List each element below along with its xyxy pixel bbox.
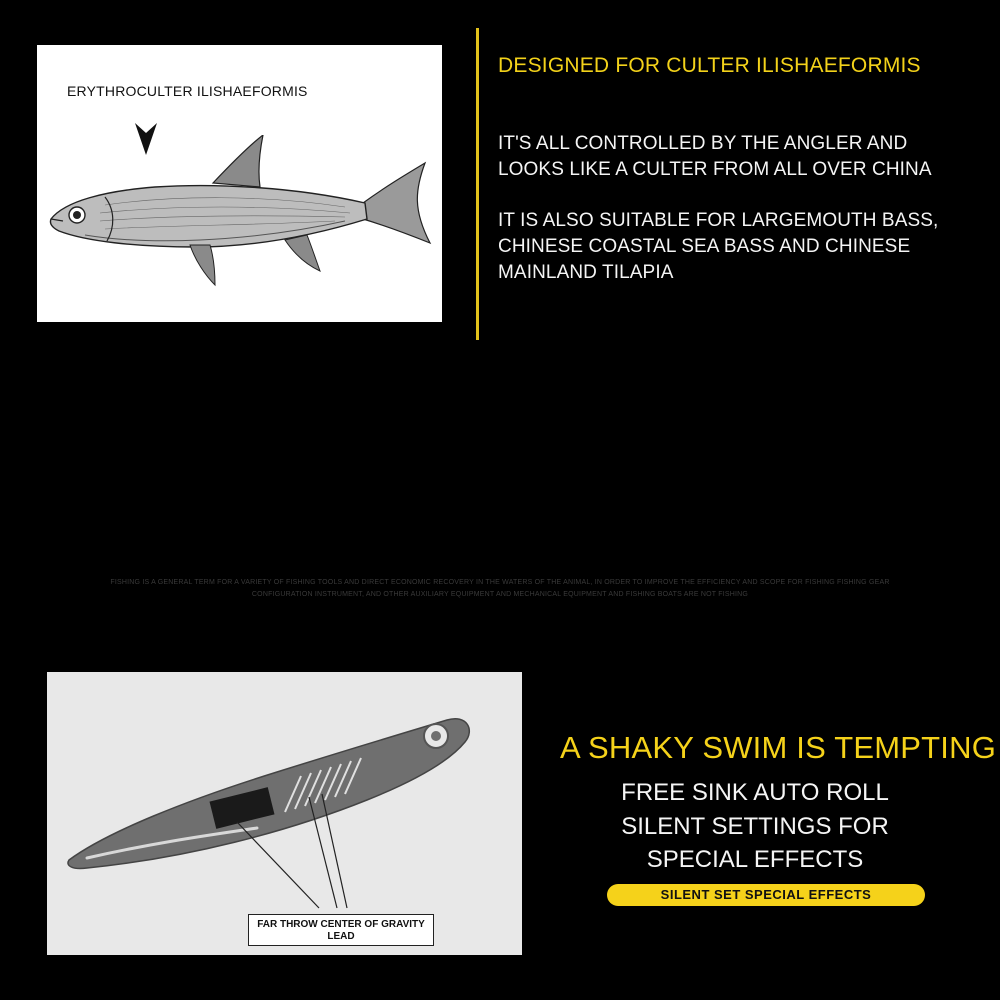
feature-line-2: SILENT SETTINGS FOR [621, 813, 889, 840]
description-paragraph-2: IT IS ALSO SUITABLE FOR LARGEMOUTH BASS, CHINESE COASTAL SEA BASS AND CHINESE MAINLAND TILAPIA [498, 210, 939, 283]
feature-badge: SILENT SET SPECIAL EFFECTS [607, 884, 925, 906]
weight-callout: FAR THROW CENTER OF GRAVITY LEAD [248, 914, 434, 946]
fine-print-text: FISHING IS A GENERAL TERM FOR A VARIETY OF FISHING TOOLS AND DIRECT ECONOMIC RECOVERY IN THE WATERS OF THE ANIMAL, IN ORDER TO IMPROVE THE EFFICIENCY AND SCOPE FOR FISHING FISHING GEAR CONFIGURATION INSTRUMENT, AND OTHER AUXILIARY EQUIPMENT AND MECHANICAL EQUIPMENT AND FISHING BOATS ARE NOT FISHING [110, 579, 890, 598]
lure-diagram-panel [47, 672, 522, 955]
vertical-divider [476, 28, 479, 340]
fish-species-label: ERYTHROCULTER ILISHAEFORMIS [67, 83, 308, 99]
bottom-headline: A SHAKY SWIM IS TEMPTING [560, 730, 997, 765]
top-headline: DESIGNED FOR CULTER ILISHAEFORMIS [498, 54, 921, 77]
feature-line-1: FREE SINK AUTO ROLL [621, 779, 889, 806]
lure-diagram [47, 672, 522, 955]
feature-line-3: SPECIAL EFFECTS [646, 846, 864, 873]
fish-illustration-panel [37, 45, 442, 322]
fish-drawing [45, 135, 435, 315]
description-paragraph-1: IT'S ALL CONTROLLED BY THE ANGLER AND LOOKS LIKE A CULTER FROM ALL OVER CHINA [498, 133, 932, 180]
